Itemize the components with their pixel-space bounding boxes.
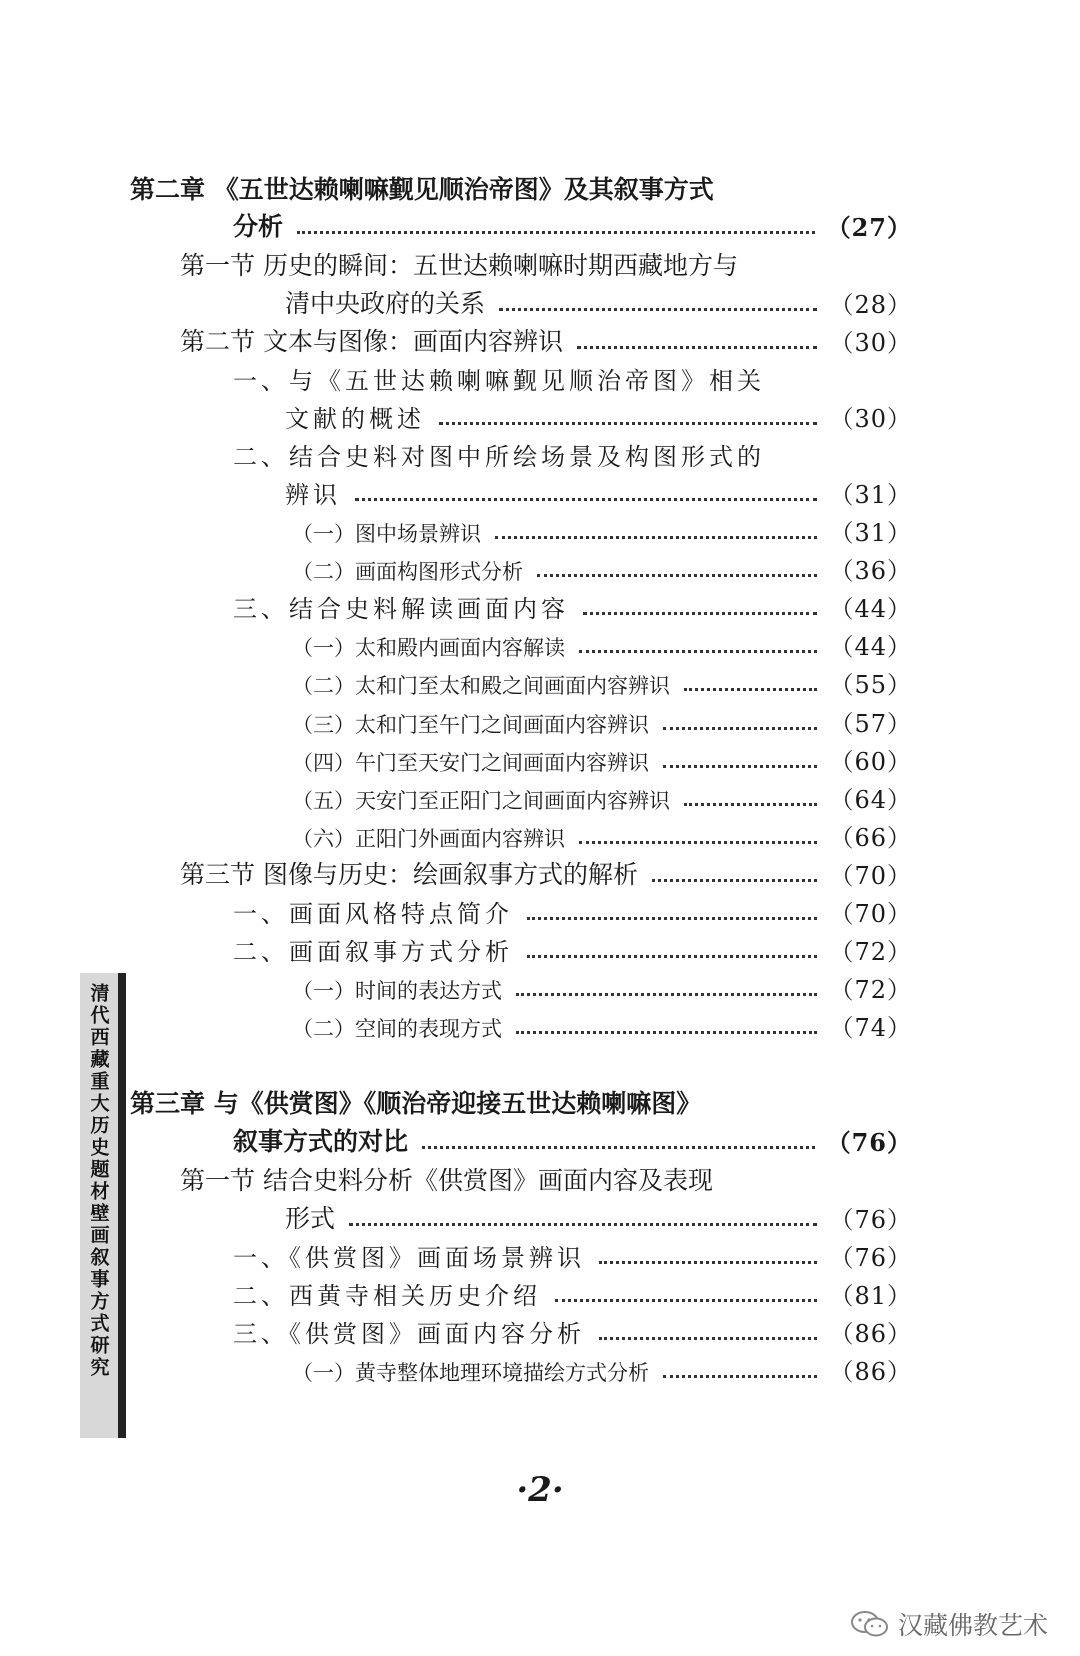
toc-entry-text: 一、画面风格特点简介 — [233, 900, 513, 928]
leader-dots — [537, 574, 817, 577]
leader-dots — [355, 498, 817, 501]
toc-page-number: （70） — [829, 862, 912, 890]
leader-dots — [349, 1223, 817, 1226]
leader-dots — [527, 955, 817, 958]
toc-subsection-2-2-2-title — [233, 432, 765, 472]
toc-entry-text: （一）黄寺整体地理环境描绘方式分析 — [292, 1361, 649, 1385]
leader-dots — [599, 1337, 817, 1340]
leader-dots — [599, 1261, 817, 1264]
toc-subsection-2-2-2-entry[interactable] — [285, 470, 912, 510]
leader-dots — [297, 231, 815, 234]
leader-dots — [663, 765, 817, 768]
toc-page-number: （86） — [829, 1358, 912, 1386]
book-title-side-tab — [80, 973, 126, 1438]
toc-page-number: （76） — [829, 1244, 912, 1272]
leader-dots — [579, 650, 817, 653]
leader-dots — [495, 536, 817, 539]
leader-dots — [516, 1031, 817, 1034]
toc-section-2-2-entry[interactable] — [180, 318, 912, 358]
watermark-text: 汉藏佛教艺术 — [897, 1611, 1048, 1640]
toc-item-2-2-3-a[interactable] — [292, 622, 912, 662]
toc-page-number: （55） — [829, 671, 912, 699]
toc-entry-text: 分析 — [233, 212, 284, 241]
toc-entry-text: （四）午门至天安门之间画面内容辨识 — [292, 751, 649, 775]
leader-dots — [422, 1146, 815, 1149]
toc-entry-text: 二、西黄寺相关历史介绍 — [233, 1282, 541, 1310]
leader-dots — [579, 841, 817, 844]
toc-item-2-2-3-c[interactable] — [292, 699, 912, 739]
toc-subsection-2-2-1-title — [233, 356, 765, 396]
toc-chapter-3-title — [130, 1080, 701, 1120]
toc-entry-text: 清中央政府的关系 — [285, 289, 486, 318]
toc-entry-text: 一、与《五世达赖喇嘛觐见顺治帝图》相关 — [233, 367, 765, 395]
leader-dots — [555, 1299, 817, 1302]
toc-entry-text: 三、《供赏图》画面内容分析 — [233, 1320, 585, 1348]
toc-entry-text: 形式 — [285, 1204, 336, 1233]
toc-entry-text: （一）时间的表达方式 — [292, 979, 502, 1003]
toc-entry-text: （六）正阳门外画面内容辨识 — [292, 827, 565, 851]
toc-entry-text: 二、画面叙事方式分析 — [233, 938, 513, 966]
toc-item-2-2-3-d[interactable] — [292, 737, 912, 777]
toc-item-2-3-2-a[interactable] — [292, 965, 912, 1005]
toc-subsection-2-2-3-entry[interactable] — [233, 584, 912, 624]
toc-page-number: （72） — [829, 976, 912, 1004]
toc-page-number: （76） — [829, 1206, 912, 1234]
toc-entry-text: （二）空间的表现方式 — [292, 1017, 502, 1041]
toc-item-2-3-2-b[interactable] — [292, 1003, 912, 1043]
toc-item-2-2-3-e[interactable] — [292, 775, 912, 815]
toc-item-3-1-3-a[interactable] — [292, 1347, 912, 1387]
toc-page-number: （74） — [829, 1014, 912, 1042]
leader-dots — [516, 993, 817, 996]
toc-item-2-2-2-b[interactable] — [292, 546, 912, 586]
page-number: ·2· — [516, 1470, 564, 1510]
toc-subsection-3-1-3-entry[interactable] — [233, 1309, 912, 1349]
toc-entry-text: 叙事方式的对比 — [233, 1127, 409, 1156]
toc-page-number: （76） — [826, 1128, 912, 1157]
toc-entry-text: 第一节 历史的瞬间：五世达赖喇嘛时期西藏地方与 — [180, 251, 738, 280]
toc-entry-text: 第三节 图像与历史：绘画叙事方式的解析 — [180, 860, 638, 889]
toc-page-number: （64） — [829, 786, 912, 814]
wechat-icon — [850, 1609, 890, 1639]
toc-entry-text: 一、《供赏图》画面场景辨识 — [233, 1244, 585, 1272]
leader-dots — [439, 422, 817, 425]
toc-entry-text: 第一节 结合史料分析《供赏图》画面内容及表现 — [180, 1166, 713, 1195]
toc-subsection-2-2-1-entry[interactable] — [285, 394, 912, 434]
toc-page-number: （66） — [829, 824, 912, 852]
toc-entry-text: 三、结合史料解读画面内容 — [233, 595, 569, 623]
leader-dots — [652, 879, 818, 882]
toc-page-number: （60） — [829, 748, 912, 776]
toc-item-2-2-2-a[interactable] — [292, 508, 912, 548]
toc-subsection-3-1-2-entry[interactable] — [233, 1271, 912, 1311]
leader-dots — [527, 917, 817, 920]
leader-dots — [577, 346, 818, 349]
toc-entry-text: 第二章 《五世达赖喇嘛觐见顺治帝图》及其叙事方式 — [130, 175, 714, 204]
toc-section-2-3-entry[interactable] — [180, 851, 912, 891]
toc-subsection-2-3-1-entry[interactable] — [233, 889, 912, 929]
toc-page-number: （30） — [829, 329, 912, 357]
leader-dots — [499, 308, 817, 311]
toc-subsection-2-3-2-entry[interactable] — [233, 927, 912, 967]
toc-chapter-3-entry[interactable] — [233, 1118, 912, 1158]
leader-dots — [583, 612, 817, 615]
toc-section-2-1-title — [180, 242, 738, 282]
leader-dots — [684, 803, 817, 806]
toc-subsection-3-1-1-entry[interactable] — [233, 1233, 912, 1273]
leader-dots — [663, 727, 817, 730]
watermark — [850, 1606, 1048, 1642]
toc-page-number: （28） — [829, 291, 912, 319]
toc-entry-text: （一）太和殿内画面内容解读 — [292, 636, 565, 660]
toc-page-number: （30） — [829, 405, 912, 433]
toc-page-number: （86） — [829, 1320, 912, 1348]
toc-item-2-2-3-f[interactable] — [292, 813, 912, 853]
toc-page-number: （27） — [826, 213, 912, 242]
toc-entry-text: （五）天安门至正阳门之间画面内容辨识 — [292, 789, 670, 813]
leader-dots — [663, 1375, 817, 1378]
toc-chapter-2-title — [130, 166, 714, 206]
toc-entry-text: 文献的概述 — [285, 405, 425, 433]
toc-page-number: （31） — [829, 481, 912, 509]
toc-page-number: （36） — [829, 557, 912, 585]
toc-entry-text: 辨识 — [285, 481, 341, 509]
toc-entry-text: （三）太和门至午门之间画面内容辨识 — [292, 713, 649, 737]
toc-entry-text: （一）图中场景辨识 — [292, 522, 481, 546]
toc-section-2-1-entry[interactable] — [285, 280, 912, 320]
toc-page-number: （31） — [829, 519, 912, 547]
leader-dots — [684, 688, 817, 691]
toc-page-number: （70） — [829, 900, 912, 928]
toc-item-2-2-3-b[interactable] — [292, 660, 912, 700]
toc-page-number: （44） — [829, 595, 912, 623]
book-title-text: 清代西藏重大历史题材壁画叙事方式研究 — [87, 983, 110, 1379]
toc-page-number: （72） — [829, 938, 912, 966]
toc-section-3-1-title — [180, 1157, 713, 1197]
toc-section-3-1-entry[interactable] — [285, 1195, 912, 1235]
toc-entry-text: （二）画面构图形式分析 — [292, 560, 523, 584]
toc-entry-text: 第三章 与《供赏图》《顺治帝迎接五世达赖喇嘛图》 — [130, 1089, 702, 1118]
toc-entry-text: （二）太和门至太和殿之间画面内容辨识 — [292, 674, 670, 698]
toc-chapter-2-entry[interactable] — [233, 203, 912, 243]
toc-page-number: （57） — [829, 710, 912, 738]
toc-entry-text: 第二节 文本与图像：画面内容辨识 — [180, 327, 563, 356]
toc-page-number: （44） — [829, 633, 912, 661]
toc-page-number: （81） — [829, 1282, 912, 1310]
toc-entry-text: 二、结合史料对图中所绘场景及构图形式的 — [233, 443, 765, 471]
